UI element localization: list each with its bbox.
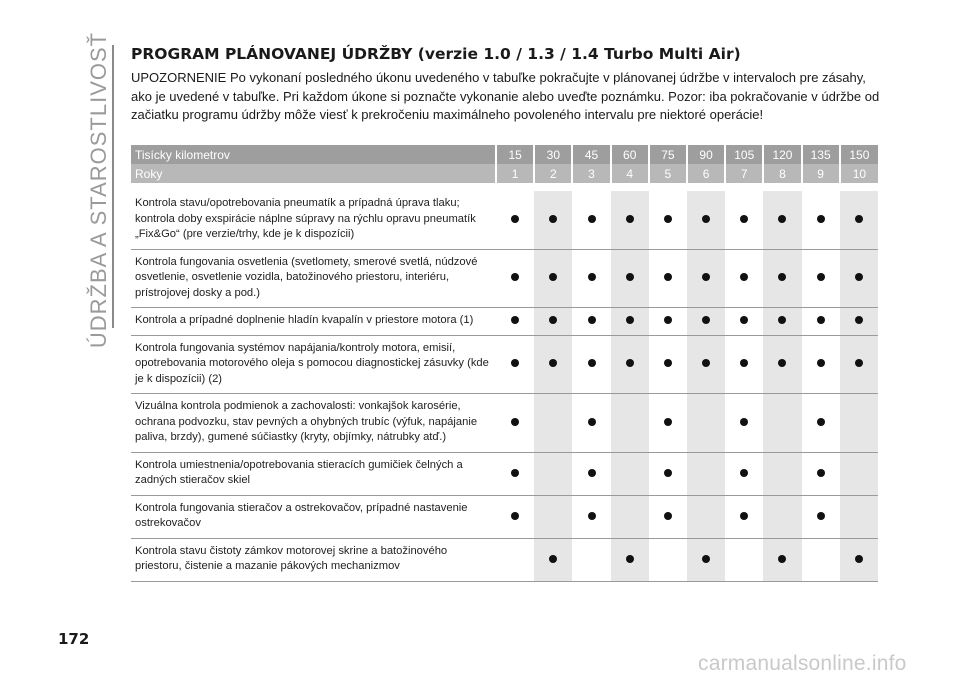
interval-cell xyxy=(534,538,572,581)
required-dot-icon xyxy=(511,512,519,520)
required-dot-icon xyxy=(588,469,596,477)
interval-cell xyxy=(496,394,534,453)
interval-cell xyxy=(840,249,878,308)
required-dot-icon xyxy=(855,555,863,563)
interval-cell xyxy=(649,191,687,249)
interval-cell xyxy=(763,308,801,336)
interval-cell xyxy=(725,538,763,581)
interval-cell xyxy=(840,335,878,394)
required-dot-icon xyxy=(626,316,634,324)
interval-cell xyxy=(725,308,763,336)
interval-cell xyxy=(496,191,534,249)
year-header-cell: 1 xyxy=(496,164,534,183)
required-dot-icon xyxy=(740,469,748,477)
required-dot-icon xyxy=(664,316,672,324)
interval-cell xyxy=(687,249,725,308)
required-dot-icon xyxy=(588,512,596,520)
km-header-cell: 105 xyxy=(725,145,763,164)
interval-cell xyxy=(802,191,840,249)
year-header-cell: 7 xyxy=(725,164,763,183)
required-dot-icon xyxy=(817,469,825,477)
required-dot-icon xyxy=(817,418,825,426)
interval-cell xyxy=(840,538,878,581)
required-dot-icon xyxy=(511,215,519,223)
required-dot-icon xyxy=(740,418,748,426)
year-header-cell: 3 xyxy=(572,164,610,183)
required-dot-icon xyxy=(664,418,672,426)
required-dot-icon xyxy=(817,215,825,223)
interval-cell xyxy=(534,191,572,249)
required-dot-icon xyxy=(740,359,748,367)
table-row xyxy=(131,452,878,495)
year-header-cell: 6 xyxy=(687,164,725,183)
required-dot-icon xyxy=(817,316,825,324)
kilometers-header-label: Tisícky kilometrov xyxy=(131,145,496,164)
required-dot-icon xyxy=(511,418,519,426)
interval-cell xyxy=(572,394,610,453)
required-dot-icon xyxy=(588,359,596,367)
required-dot-icon xyxy=(855,316,863,324)
interval-cell xyxy=(649,335,687,394)
table-row xyxy=(131,308,878,336)
interval-cell xyxy=(802,308,840,336)
maintenance-schedule-table xyxy=(131,145,878,582)
interval-cell xyxy=(611,249,649,308)
task-description: Vizuálna kontrola podmienok a zachovalosti: vonkajšok karosérie, ochrana podvozku, stav pevných a ohybných trubíc (výfuk, napájanie paliva, brzdy), gumené súčiastky (kryty, objímky, nátrubky atď.) xyxy=(131,394,496,453)
task-description: Kontrola fungovania stieračov a ostrekovačov, prípadné nastavenie ostrekovačov xyxy=(131,495,496,538)
interval-cell xyxy=(611,452,649,495)
task-description: Kontrola fungovania systémov napájania/kontroly motora, emisií, opotrebovania motorového oleja s pomocou diagnostickej zásuvky (kde je k dispozícii) (2) xyxy=(131,335,496,394)
required-dot-icon xyxy=(702,316,710,324)
interval-cell xyxy=(840,191,878,249)
interval-cell xyxy=(534,249,572,308)
required-dot-icon xyxy=(702,215,710,223)
interval-cell xyxy=(611,308,649,336)
interval-cell xyxy=(572,191,610,249)
required-dot-icon xyxy=(626,555,634,563)
required-dot-icon xyxy=(740,512,748,520)
interval-cell xyxy=(725,191,763,249)
interval-cell xyxy=(763,452,801,495)
required-dot-icon xyxy=(740,273,748,281)
interval-cell xyxy=(496,452,534,495)
km-header-cell: 135 xyxy=(802,145,840,164)
interval-cell xyxy=(534,495,572,538)
km-header-cell: 120 xyxy=(763,145,801,164)
interval-cell xyxy=(763,249,801,308)
interval-cell xyxy=(572,495,610,538)
interval-cell xyxy=(840,308,878,336)
interval-cell xyxy=(534,308,572,336)
interval-cell xyxy=(725,495,763,538)
required-dot-icon xyxy=(664,469,672,477)
required-dot-icon xyxy=(702,273,710,281)
interval-cell xyxy=(763,495,801,538)
required-dot-icon xyxy=(549,555,557,563)
interval-cell xyxy=(802,538,840,581)
required-dot-icon xyxy=(855,359,863,367)
required-dot-icon xyxy=(511,359,519,367)
interval-cell xyxy=(687,495,725,538)
interval-cell xyxy=(649,538,687,581)
interval-cell xyxy=(611,394,649,453)
interval-cell xyxy=(725,249,763,308)
interval-cell xyxy=(840,495,878,538)
year-header-cell: 9 xyxy=(802,164,840,183)
interval-cell xyxy=(649,394,687,453)
task-rows xyxy=(131,191,878,581)
km-header-cell: 150 xyxy=(840,145,878,164)
interval-cell xyxy=(534,394,572,453)
interval-cell xyxy=(763,191,801,249)
interval-cell xyxy=(534,335,572,394)
interval-cell xyxy=(649,308,687,336)
required-dot-icon xyxy=(626,273,634,281)
required-dot-icon xyxy=(549,316,557,324)
interval-cell xyxy=(611,191,649,249)
interval-cell xyxy=(687,191,725,249)
task-description: Kontrola a prípadné doplnenie hladín kvapalín v priestore motora (1) xyxy=(131,308,496,336)
interval-cell xyxy=(611,495,649,538)
table-row xyxy=(131,394,878,453)
required-dot-icon xyxy=(778,359,786,367)
interval-cell xyxy=(763,335,801,394)
interval-cell xyxy=(687,452,725,495)
interval-cell xyxy=(496,249,534,308)
required-dot-icon xyxy=(664,273,672,281)
km-header-cell: 45 xyxy=(572,145,610,164)
interval-cell xyxy=(496,495,534,538)
required-dot-icon xyxy=(511,469,519,477)
interval-cell xyxy=(611,538,649,581)
interval-cell xyxy=(763,394,801,453)
required-dot-icon xyxy=(549,273,557,281)
interval-cell xyxy=(572,452,610,495)
km-header-cell: 15 xyxy=(496,145,534,164)
table-row xyxy=(131,495,878,538)
year-header-cell: 5 xyxy=(649,164,687,183)
km-header-cell: 75 xyxy=(649,145,687,164)
intro-paragraph: UPOZORNENIE Po vykonaní posledného úkonu uvedeného v tabuľke pokračujte v plánovanej údržbe v intervaloch pre zásahy, ako je uvedené v tabuľke. Pri každom úkone si poznačte vykonanie alebo uveďte poznámku. Pozor: iba pokračovanie v údržbe od začiatku programu údržby môže viesť k prekročeniu maximálneho povoleného intervalu pre niektoré operácie! xyxy=(131,70,880,122)
interval-cell xyxy=(687,308,725,336)
interval-cell xyxy=(725,452,763,495)
required-dot-icon xyxy=(588,273,596,281)
interval-cell xyxy=(763,538,801,581)
required-dot-icon xyxy=(664,215,672,223)
interval-cell xyxy=(649,249,687,308)
table-row xyxy=(131,538,878,581)
page-number: 172 xyxy=(58,630,90,648)
interval-cell xyxy=(802,249,840,308)
interval-cell xyxy=(496,335,534,394)
interval-cell xyxy=(649,452,687,495)
required-dot-icon xyxy=(740,316,748,324)
interval-cell xyxy=(840,394,878,453)
required-dot-icon xyxy=(588,418,596,426)
required-dot-icon xyxy=(778,215,786,223)
required-dot-icon xyxy=(817,512,825,520)
interval-cell xyxy=(572,335,610,394)
interval-cell xyxy=(725,335,763,394)
interval-cell xyxy=(802,452,840,495)
required-dot-icon xyxy=(778,316,786,324)
required-dot-icon xyxy=(549,215,557,223)
interval-cell xyxy=(687,394,725,453)
interval-cell xyxy=(687,335,725,394)
kilometers-header-row xyxy=(131,145,878,164)
required-dot-icon xyxy=(664,359,672,367)
required-dot-icon xyxy=(778,555,786,563)
task-description: Kontrola stavu/opotrebovania pneumatík a prípadná úprava tlaku; kontrola doby exspirácie náplne súpravy na rýchlu opravu pneumatík „Fix&Go“ (pre verzie/trhy, kde je k dispozícii) xyxy=(131,191,496,249)
side-divider xyxy=(112,45,114,328)
interval-cell xyxy=(840,452,878,495)
required-dot-icon xyxy=(855,215,863,223)
interval-cell xyxy=(572,249,610,308)
required-dot-icon xyxy=(588,215,596,223)
year-header-cell: 10 xyxy=(840,164,878,183)
interval-cell xyxy=(572,308,610,336)
year-header-cell: 4 xyxy=(611,164,649,183)
interval-cell xyxy=(534,452,572,495)
required-dot-icon xyxy=(664,512,672,520)
header-spacer xyxy=(131,183,878,191)
km-header-cell: 30 xyxy=(534,145,572,164)
required-dot-icon xyxy=(855,273,863,281)
section-side-title xyxy=(82,31,116,349)
interval-cell xyxy=(802,495,840,538)
task-description: Kontrola fungovania osvetlenia (svetlomety, smerové svetlá, núdzové osvetlenie, osvetlenie vozidla, batožinového priestoru, interiéru, prístrojovej dosky a pod.) xyxy=(131,249,496,308)
required-dot-icon xyxy=(817,359,825,367)
required-dot-icon xyxy=(549,359,557,367)
interval-cell xyxy=(572,538,610,581)
task-description: Kontrola stavu čistoty zámkov motorovej skrine a batožinového priestoru, čistenie a mazanie pákových mechanizmov xyxy=(131,538,496,581)
interval-cell xyxy=(802,335,840,394)
interval-cell xyxy=(802,394,840,453)
interval-cell xyxy=(725,394,763,453)
page-heading: PROGRAM PLÁNOVANEJ ÚDRŽBY (verzie 1.0 / 1.3 / 1.4 Turbo Multi Air) xyxy=(131,45,741,63)
year-header-cell: 2 xyxy=(534,164,572,183)
required-dot-icon xyxy=(626,359,634,367)
required-dot-icon xyxy=(588,316,596,324)
interval-cell xyxy=(611,335,649,394)
table-row xyxy=(131,335,878,394)
interval-cell xyxy=(649,495,687,538)
table-row xyxy=(131,249,878,308)
interval-cell xyxy=(496,308,534,336)
years-header-row xyxy=(131,164,878,183)
required-dot-icon xyxy=(740,215,748,223)
year-header-cell: 8 xyxy=(763,164,801,183)
task-description: Kontrola umiestnenia/opotrebovania stieracích gumičiek čelných a zadných stieračov skiel xyxy=(131,452,496,495)
required-dot-icon xyxy=(511,316,519,324)
required-dot-icon xyxy=(511,273,519,281)
section-side-title-text: ÚDRŽBA A STAROSTLIVOSŤ xyxy=(86,31,111,349)
required-dot-icon xyxy=(702,555,710,563)
table-row xyxy=(131,191,878,249)
years-header-label: Roky xyxy=(131,164,496,183)
km-header-cell: 60 xyxy=(611,145,649,164)
required-dot-icon xyxy=(702,359,710,367)
interval-cell xyxy=(687,538,725,581)
km-header-cell: 90 xyxy=(687,145,725,164)
required-dot-icon xyxy=(778,273,786,281)
required-dot-icon xyxy=(817,273,825,281)
required-dot-icon xyxy=(626,215,634,223)
watermark: carmanualsonline.info xyxy=(698,652,907,675)
interval-cell xyxy=(496,538,534,581)
